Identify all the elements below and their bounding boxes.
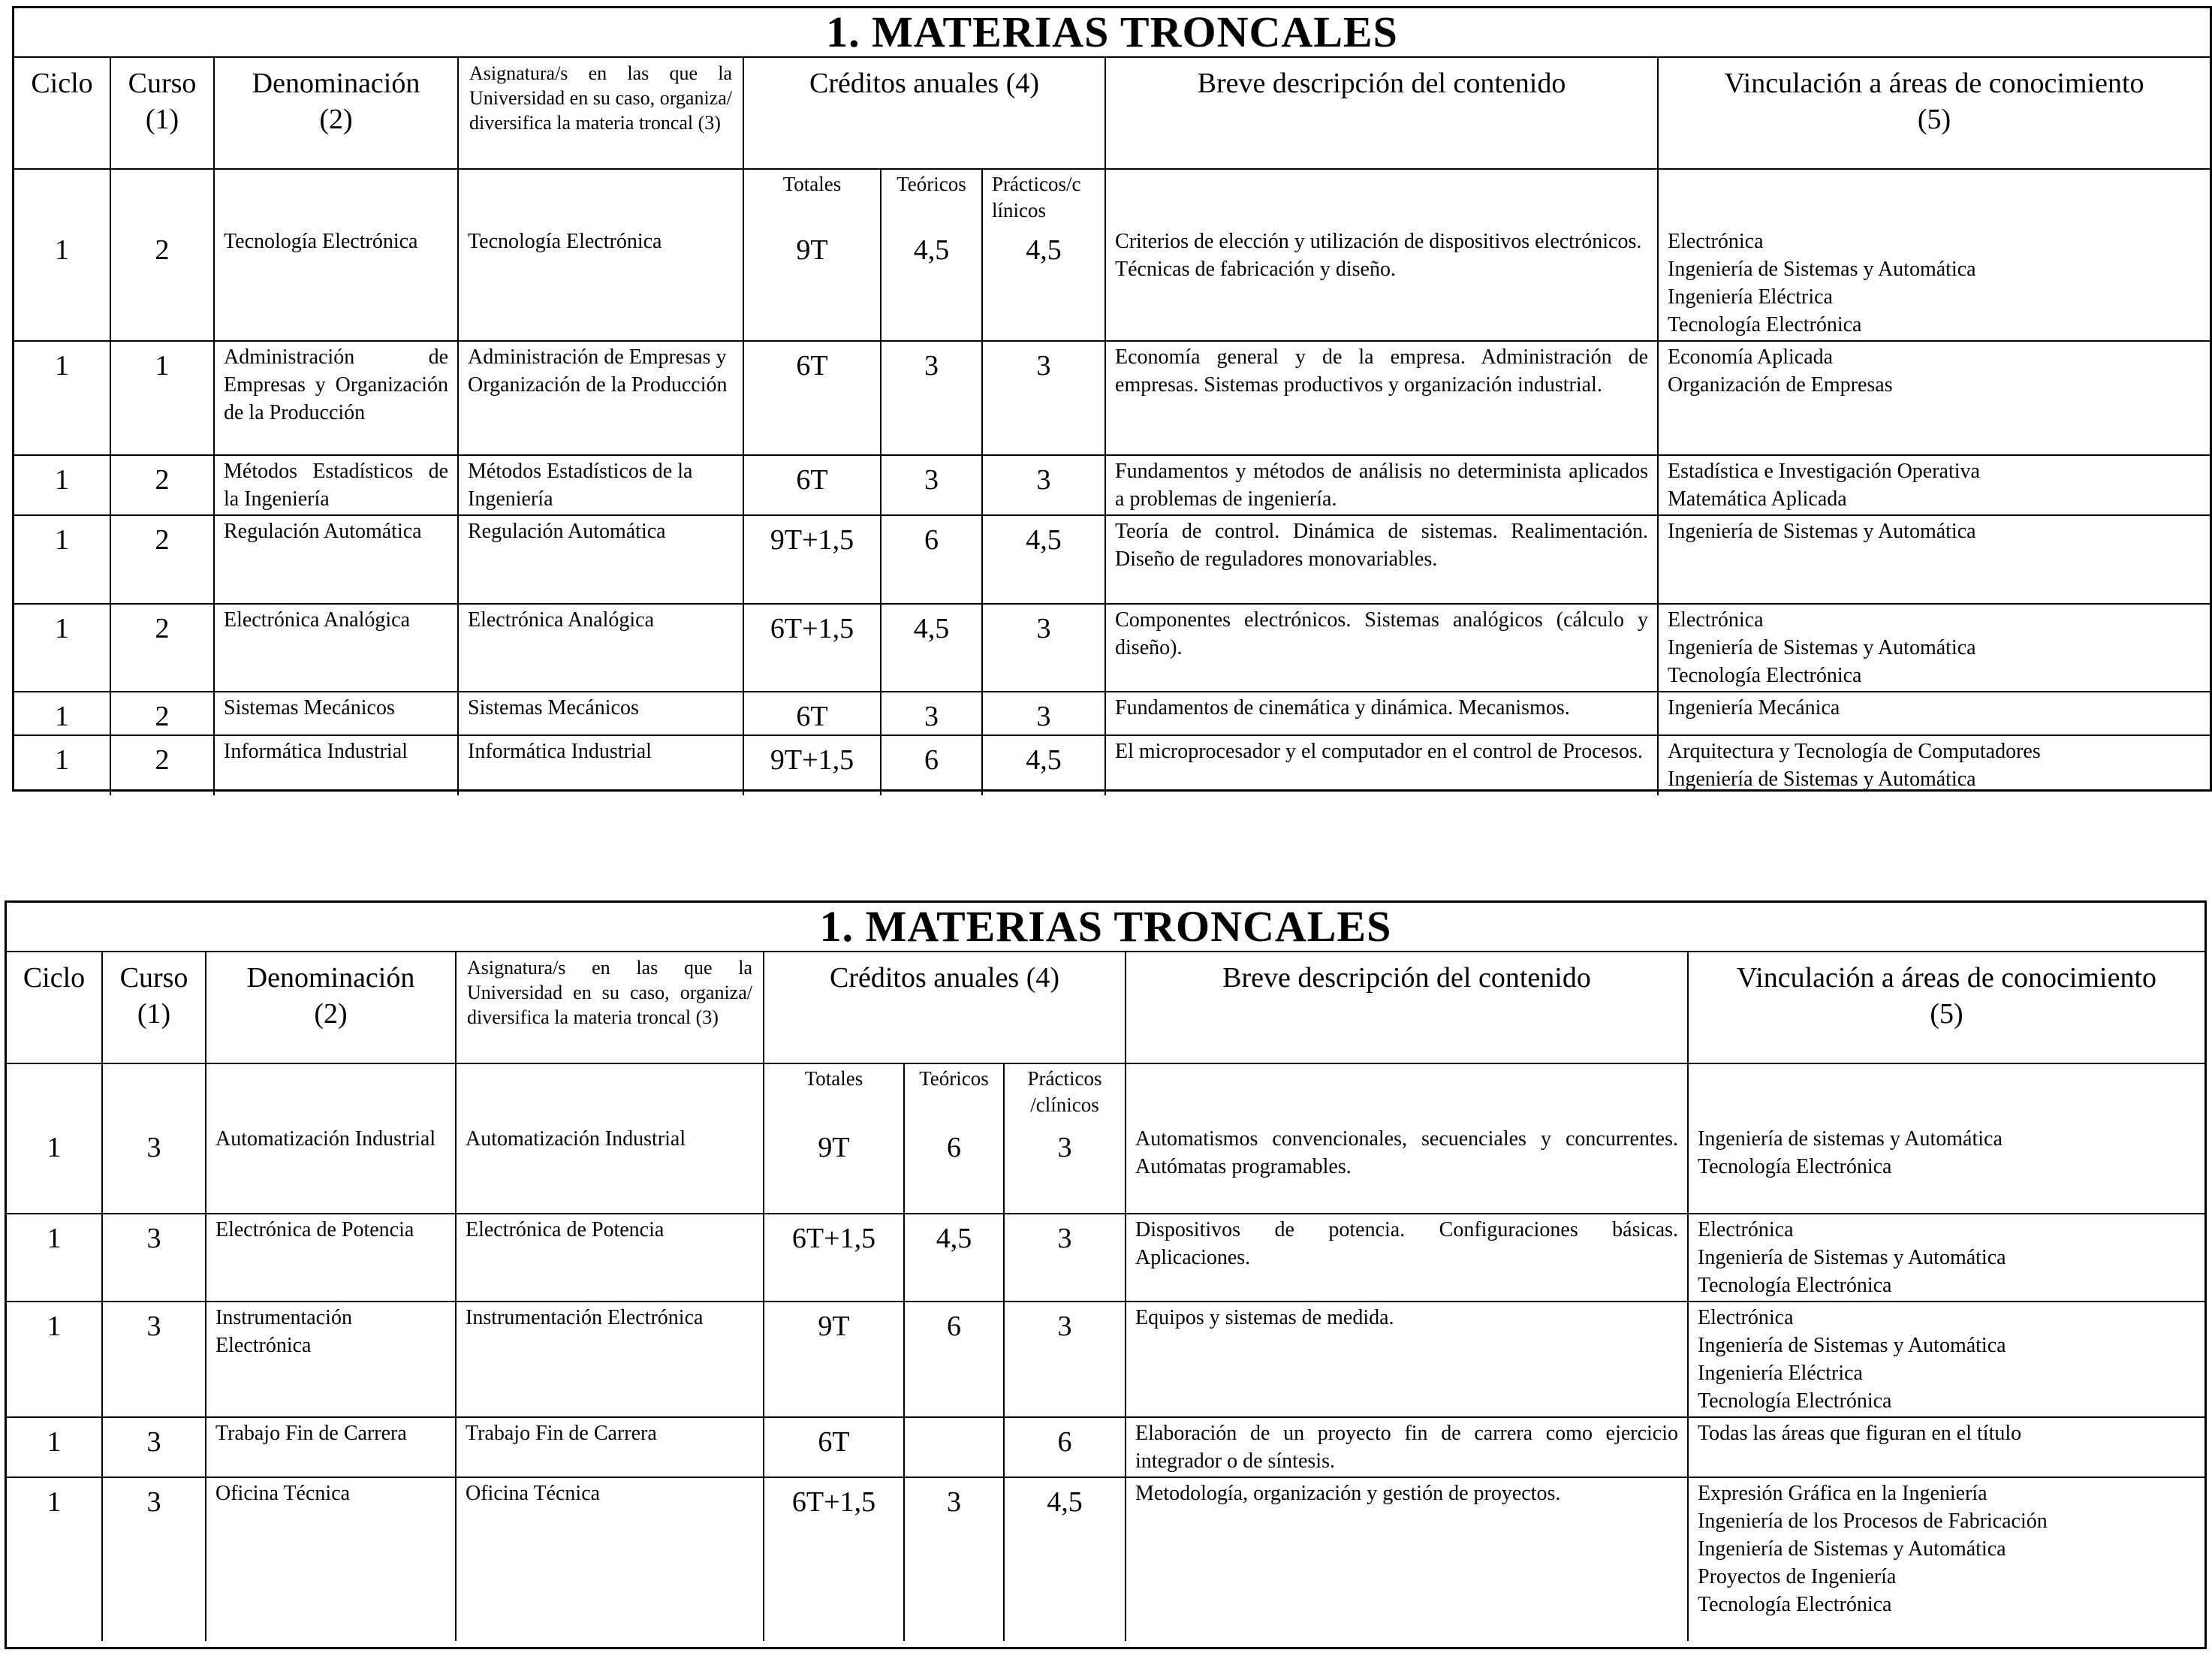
asignatura-cell: Oficina Técnica: [456, 1477, 764, 1641]
curso-cell: 2: [110, 604, 214, 692]
descripcion-cell: Automatismos convencionales, secuenciales y concurrentes. Autómatas programables.: [1126, 1124, 1688, 1214]
area-item: Tecnología Electrónica: [1698, 1593, 1892, 1616]
table-row: [7, 1477, 2204, 1641]
table-row: [7, 1214, 2204, 1302]
area-item: Estadística e Investigación Operativa: [1668, 460, 1980, 483]
ciclo-cell: 1: [14, 604, 110, 692]
denominacion-cell: Informática Industrial: [214, 735, 458, 795]
denominacion-cell: Administración de Empresas y Organización de la Producción: [214, 341, 458, 455]
denominacion-cell: Electrónica Analógica: [214, 604, 458, 692]
totales-cell: 6T: [743, 341, 881, 455]
teoricos-cell: 6: [881, 735, 982, 795]
header-vinculacion: Vinculación a áreas de conocimiento (5): [1688, 952, 2204, 1063]
area-item: Ingeniería de Sistemas y Automática: [1698, 1246, 2006, 1269]
descripcion-cell: Fundamentos y métodos de análisis no determinista aplicados a problemas de ingeniería.: [1105, 455, 1658, 515]
areas-cell: [1688, 1477, 2204, 1641]
subheader-empty: [456, 1063, 764, 1124]
descripcion-cell: Elaboración de un proyecto fin de carrera como ejercicio integrador o de síntesis.: [1126, 1417, 1688, 1477]
ciclo-cell: 1: [7, 1302, 102, 1417]
area-item: Tecnología Electrónica: [1698, 1274, 1892, 1297]
areas-cell: [1658, 455, 2210, 515]
header-curso: Curso (1): [110, 58, 214, 169]
denominacion-cell: Electrónica de Potencia: [206, 1214, 456, 1302]
asignatura-cell: Automatización Industrial: [456, 1124, 764, 1214]
practicos-cell: 3: [1004, 1302, 1126, 1417]
area-item: Ingeniería de Sistemas y Automática: [1668, 520, 1976, 543]
teoricos-cell: 3: [881, 692, 982, 735]
teoricos-cell: [904, 1417, 1004, 1477]
area-item: Ingeniería Eléctrica: [1698, 1362, 1863, 1385]
area-item: Todas las áreas que figuran en el título: [1698, 1422, 2022, 1445]
teoricos-cell: 3: [881, 341, 982, 455]
area-item: Tecnología Electrónica: [1698, 1389, 1892, 1413]
area-item: Ingeniería Mecánica: [1668, 696, 1840, 719]
practicos-cell: 4,5: [982, 515, 1105, 604]
teoricos-cell: 6: [904, 1124, 1004, 1214]
table-row: [14, 735, 2210, 795]
area-item: Ingeniería de Sistemas y Automática: [1668, 258, 1976, 281]
curso-cell: 1: [110, 341, 214, 455]
subheader-empty: [1126, 1063, 1688, 1124]
asignatura-cell: Informática Industrial: [458, 735, 743, 795]
asignatura-cell: Sistemas Mecánicos: [458, 692, 743, 735]
area-item: Arquitectura y Tecnología de Computadores: [1668, 740, 2041, 763]
teoricos-cell: 4,5: [881, 226, 982, 341]
subheader-totales: Totales: [764, 1063, 904, 1124]
subheader-empty: [1658, 169, 2210, 226]
denominacion-cell: Regulación Automática: [214, 515, 458, 604]
practicos-cell: 3: [982, 455, 1105, 515]
areas-cell: [1658, 604, 2210, 692]
area-item: Ingeniería de Sistemas y Automática: [1668, 768, 1976, 791]
totales-cell: 6T+1,5: [764, 1477, 904, 1641]
denominacion-cell: Métodos Estadísticos de la Ingeniería: [214, 455, 458, 515]
table-row: [7, 1124, 2204, 1214]
descripcion-cell: Economía general y de la empresa. Administración de empresas. Sistemas productivos y organización industrial.: [1105, 341, 1658, 455]
practicos-cell: 6: [1004, 1417, 1126, 1477]
table-body: [14, 226, 2210, 795]
totales-cell: 9T+1,5: [743, 735, 881, 795]
header-descripcion: Breve descripción del contenido: [1126, 952, 1688, 1063]
area-item: Electrónica: [1668, 608, 1764, 632]
subheader-practicos: Prácticos /clínicos: [1004, 1063, 1126, 1124]
practicos-cell: 3: [982, 341, 1105, 455]
totales-cell: 6T+1,5: [743, 604, 881, 692]
ciclo-cell: 1: [14, 692, 110, 735]
totales-cell: 6T: [764, 1417, 904, 1477]
teoricos-cell: 3: [904, 1477, 1004, 1641]
ciclo-cell: 1: [14, 341, 110, 455]
asignatura-cell: Electrónica de Potencia: [456, 1214, 764, 1302]
curso-cell: 3: [102, 1477, 206, 1641]
teoricos-cell: 6: [904, 1302, 1004, 1417]
areas-cell: [1658, 692, 2210, 735]
subheader-empty: [110, 169, 214, 226]
practicos-cell: 3: [1004, 1214, 1126, 1302]
area-item: Matemática Aplicada: [1668, 487, 1847, 511]
areas-cell: [1658, 226, 2210, 341]
totales-cell: 9T+1,5: [743, 515, 881, 604]
descripcion-cell: Dispositivos de potencia. Configuraciones básicas. Aplicaciones.: [1126, 1214, 1688, 1302]
table-title: 1. MATERIAS TRONCALES: [14, 8, 2210, 58]
ciclo-cell: 1: [14, 455, 110, 515]
subheader-empty: [206, 1063, 456, 1124]
curso-cell: 3: [102, 1417, 206, 1477]
ciclo-cell: 1: [7, 1124, 102, 1214]
totales-cell: 6T+1,5: [764, 1214, 904, 1302]
area-item: Proyectos de Ingeniería: [1698, 1565, 1897, 1588]
header-ciclo: Ciclo: [14, 58, 110, 169]
header-ciclo: Ciclo: [7, 952, 102, 1063]
asignatura-cell: Métodos Estadísticos de la Ingeniería: [458, 455, 743, 515]
descripcion-cell: Componentes electrónicos. Sistemas analógicos (cálculo y diseño).: [1105, 604, 1658, 692]
area-item: Ingeniería Eléctrica: [1668, 285, 1833, 309]
area-item: Expresión Gráfica en la Ingeniería: [1698, 1482, 1987, 1505]
denominacion-cell: Trabajo Fin de Carrera: [206, 1417, 456, 1477]
areas-cell: [1658, 735, 2210, 795]
ciclo-cell: 1: [14, 515, 110, 604]
area-item: Ingeniería de Sistemas y Automática: [1698, 1334, 2006, 1357]
table-row: [7, 1417, 2204, 1477]
subheader-empty: [1105, 169, 1658, 226]
totales-cell: 9T: [743, 226, 881, 341]
materias-troncales-table-1: [12, 6, 2212, 792]
header-vinculacion: Vinculación a áreas de conocimiento (5): [1658, 58, 2210, 169]
curso-cell: 3: [102, 1124, 206, 1214]
area-item: Electrónica: [1668, 230, 1764, 253]
table-title: 1. MATERIAS TRONCALES: [7, 903, 2204, 952]
totales-cell: 6T: [743, 455, 881, 515]
ciclo-cell: 1: [7, 1214, 102, 1302]
areas-cell: [1688, 1417, 2204, 1477]
ciclo-cell: 1: [7, 1417, 102, 1477]
curso-cell: 2: [110, 692, 214, 735]
teoricos-cell: 6: [881, 515, 982, 604]
table-body: [7, 1124, 2204, 1641]
practicos-cell: 4,5: [982, 735, 1105, 795]
totales-cell: 9T: [764, 1124, 904, 1214]
header-descripcion: Breve descripción del contenido: [1105, 58, 1658, 169]
practicos-cell: 4,5: [1004, 1477, 1126, 1641]
area-item: Ingeniería de los Procesos de Fabricación: [1698, 1510, 2048, 1533]
descripcion-cell: Equipos y sistemas de medida.: [1126, 1302, 1688, 1417]
denominacion-cell: Sistemas Mecánicos: [214, 692, 458, 735]
descripcion-cell: Teoría de control. Dinámica de sistemas. Realimentación. Diseño de reguladores monovariables.: [1105, 515, 1658, 604]
descripcion-cell: Criterios de elección y utilización de dispositivos electrónicos. Técnicas de fabricación y diseño.: [1105, 226, 1658, 341]
denominacion-cell: Instrumentación Electrónica: [206, 1302, 456, 1417]
totales-cell: 9T: [764, 1302, 904, 1417]
descripcion-cell: Metodología, organización y gestión de proyectos.: [1126, 1477, 1688, 1641]
descripcion-cell: Fundamentos de cinemática y dinámica. Mecanismos.: [1105, 692, 1658, 735]
denominacion-cell: Tecnología Electrónica: [214, 226, 458, 341]
denominacion-cell: Oficina Técnica: [206, 1477, 456, 1641]
subheader-empty: [1688, 1063, 2204, 1124]
subheader-teoricos: Teóricos: [881, 169, 982, 226]
header-denominacion: Denominación (2): [214, 58, 458, 169]
header-asignaturas: Asignatura/s en las que la Universidad en su caso, organiza/ diversifica la materia troncal (3): [456, 952, 764, 1063]
areas-cell: [1688, 1214, 2204, 1302]
subheader-empty: [7, 1063, 102, 1124]
table-row: [14, 692, 2210, 735]
subheader-empty: [458, 169, 743, 226]
subheader-practicos: Prácticos/c línicos: [982, 169, 1105, 226]
area-item: Electrónica: [1698, 1306, 1794, 1329]
area-item: Tecnología Electrónica: [1698, 1155, 1892, 1178]
table-row: [14, 515, 2210, 604]
areas-cell: [1658, 341, 2210, 455]
asignatura-cell: Trabajo Fin de Carrera: [456, 1417, 764, 1477]
practicos-cell: 3: [1004, 1124, 1126, 1214]
table-row: [14, 604, 2210, 692]
asignatura-cell: Tecnología Electrónica: [458, 226, 743, 341]
area-item: Ingeniería de Sistemas y Automática: [1668, 636, 1976, 659]
areas-cell: [1658, 515, 2210, 604]
curso-cell: 3: [102, 1302, 206, 1417]
subheader-empty: [214, 169, 458, 226]
asignatura-cell: Instrumentación Electrónica: [456, 1302, 764, 1417]
header-creditos: Créditos anuales (4): [764, 952, 1126, 1063]
table-grid: [7, 952, 2204, 1641]
ciclo-cell: 1: [14, 735, 110, 795]
area-item: Electrónica: [1698, 1218, 1794, 1241]
totales-cell: 6T: [743, 692, 881, 735]
area-item: Economía Aplicada: [1668, 345, 1834, 369]
area-item: Organización de Empresas: [1668, 373, 1893, 397]
subheader-totales: Totales: [743, 169, 881, 226]
teoricos-cell: 4,5: [904, 1214, 1004, 1302]
header-creditos: Créditos anuales (4): [743, 58, 1105, 169]
practicos-cell: 3: [982, 692, 1105, 735]
practicos-cell: 3: [982, 604, 1105, 692]
table-grid: [14, 58, 2210, 795]
curso-cell: 3: [102, 1214, 206, 1302]
ciclo-cell: 1: [7, 1477, 102, 1641]
subheader-empty: [102, 1063, 206, 1124]
header-denominacion: Denominación (2): [206, 952, 456, 1063]
area-item: Tecnología Electrónica: [1668, 664, 1862, 687]
ciclo-cell: 1: [14, 226, 110, 341]
table-row: [14, 226, 2210, 341]
asignatura-cell: Administración de Empresas y Organización de la Producción: [458, 341, 743, 455]
area-item: Ingeniería de Sistemas y Automática: [1698, 1537, 2006, 1561]
teoricos-cell: 3: [881, 455, 982, 515]
areas-cell: [1688, 1302, 2204, 1417]
header-curso: Curso (1): [102, 952, 206, 1063]
teoricos-cell: 4,5: [881, 604, 982, 692]
practicos-cell: 4,5: [982, 226, 1105, 341]
curso-cell: 2: [110, 735, 214, 795]
asignatura-cell: Regulación Automática: [458, 515, 743, 604]
area-item: Ingeniería de sistemas y Automática: [1698, 1127, 2003, 1151]
curso-cell: 2: [110, 226, 214, 341]
area-item: Tecnología Electrónica: [1668, 313, 1862, 336]
denominacion-cell: Automatización Industrial: [206, 1124, 456, 1214]
areas-cell: [1688, 1124, 2204, 1214]
curso-cell: 2: [110, 455, 214, 515]
header-asignaturas: Asignatura/s en las que la Universidad en su caso, organiza/ diversifica la materia troncal (3): [458, 58, 743, 169]
curso-cell: 2: [110, 515, 214, 604]
subheader-teoricos: Teóricos: [904, 1063, 1004, 1124]
descripcion-cell: El microprocesador y el computador en el control de Procesos.: [1105, 735, 1658, 795]
materias-troncales-table-2: [5, 900, 2207, 1649]
table-row: [7, 1302, 2204, 1417]
table-row: [14, 455, 2210, 515]
table-row: [14, 341, 2210, 455]
asignatura-cell: Electrónica Analógica: [458, 604, 743, 692]
subheader-empty: [14, 169, 110, 226]
